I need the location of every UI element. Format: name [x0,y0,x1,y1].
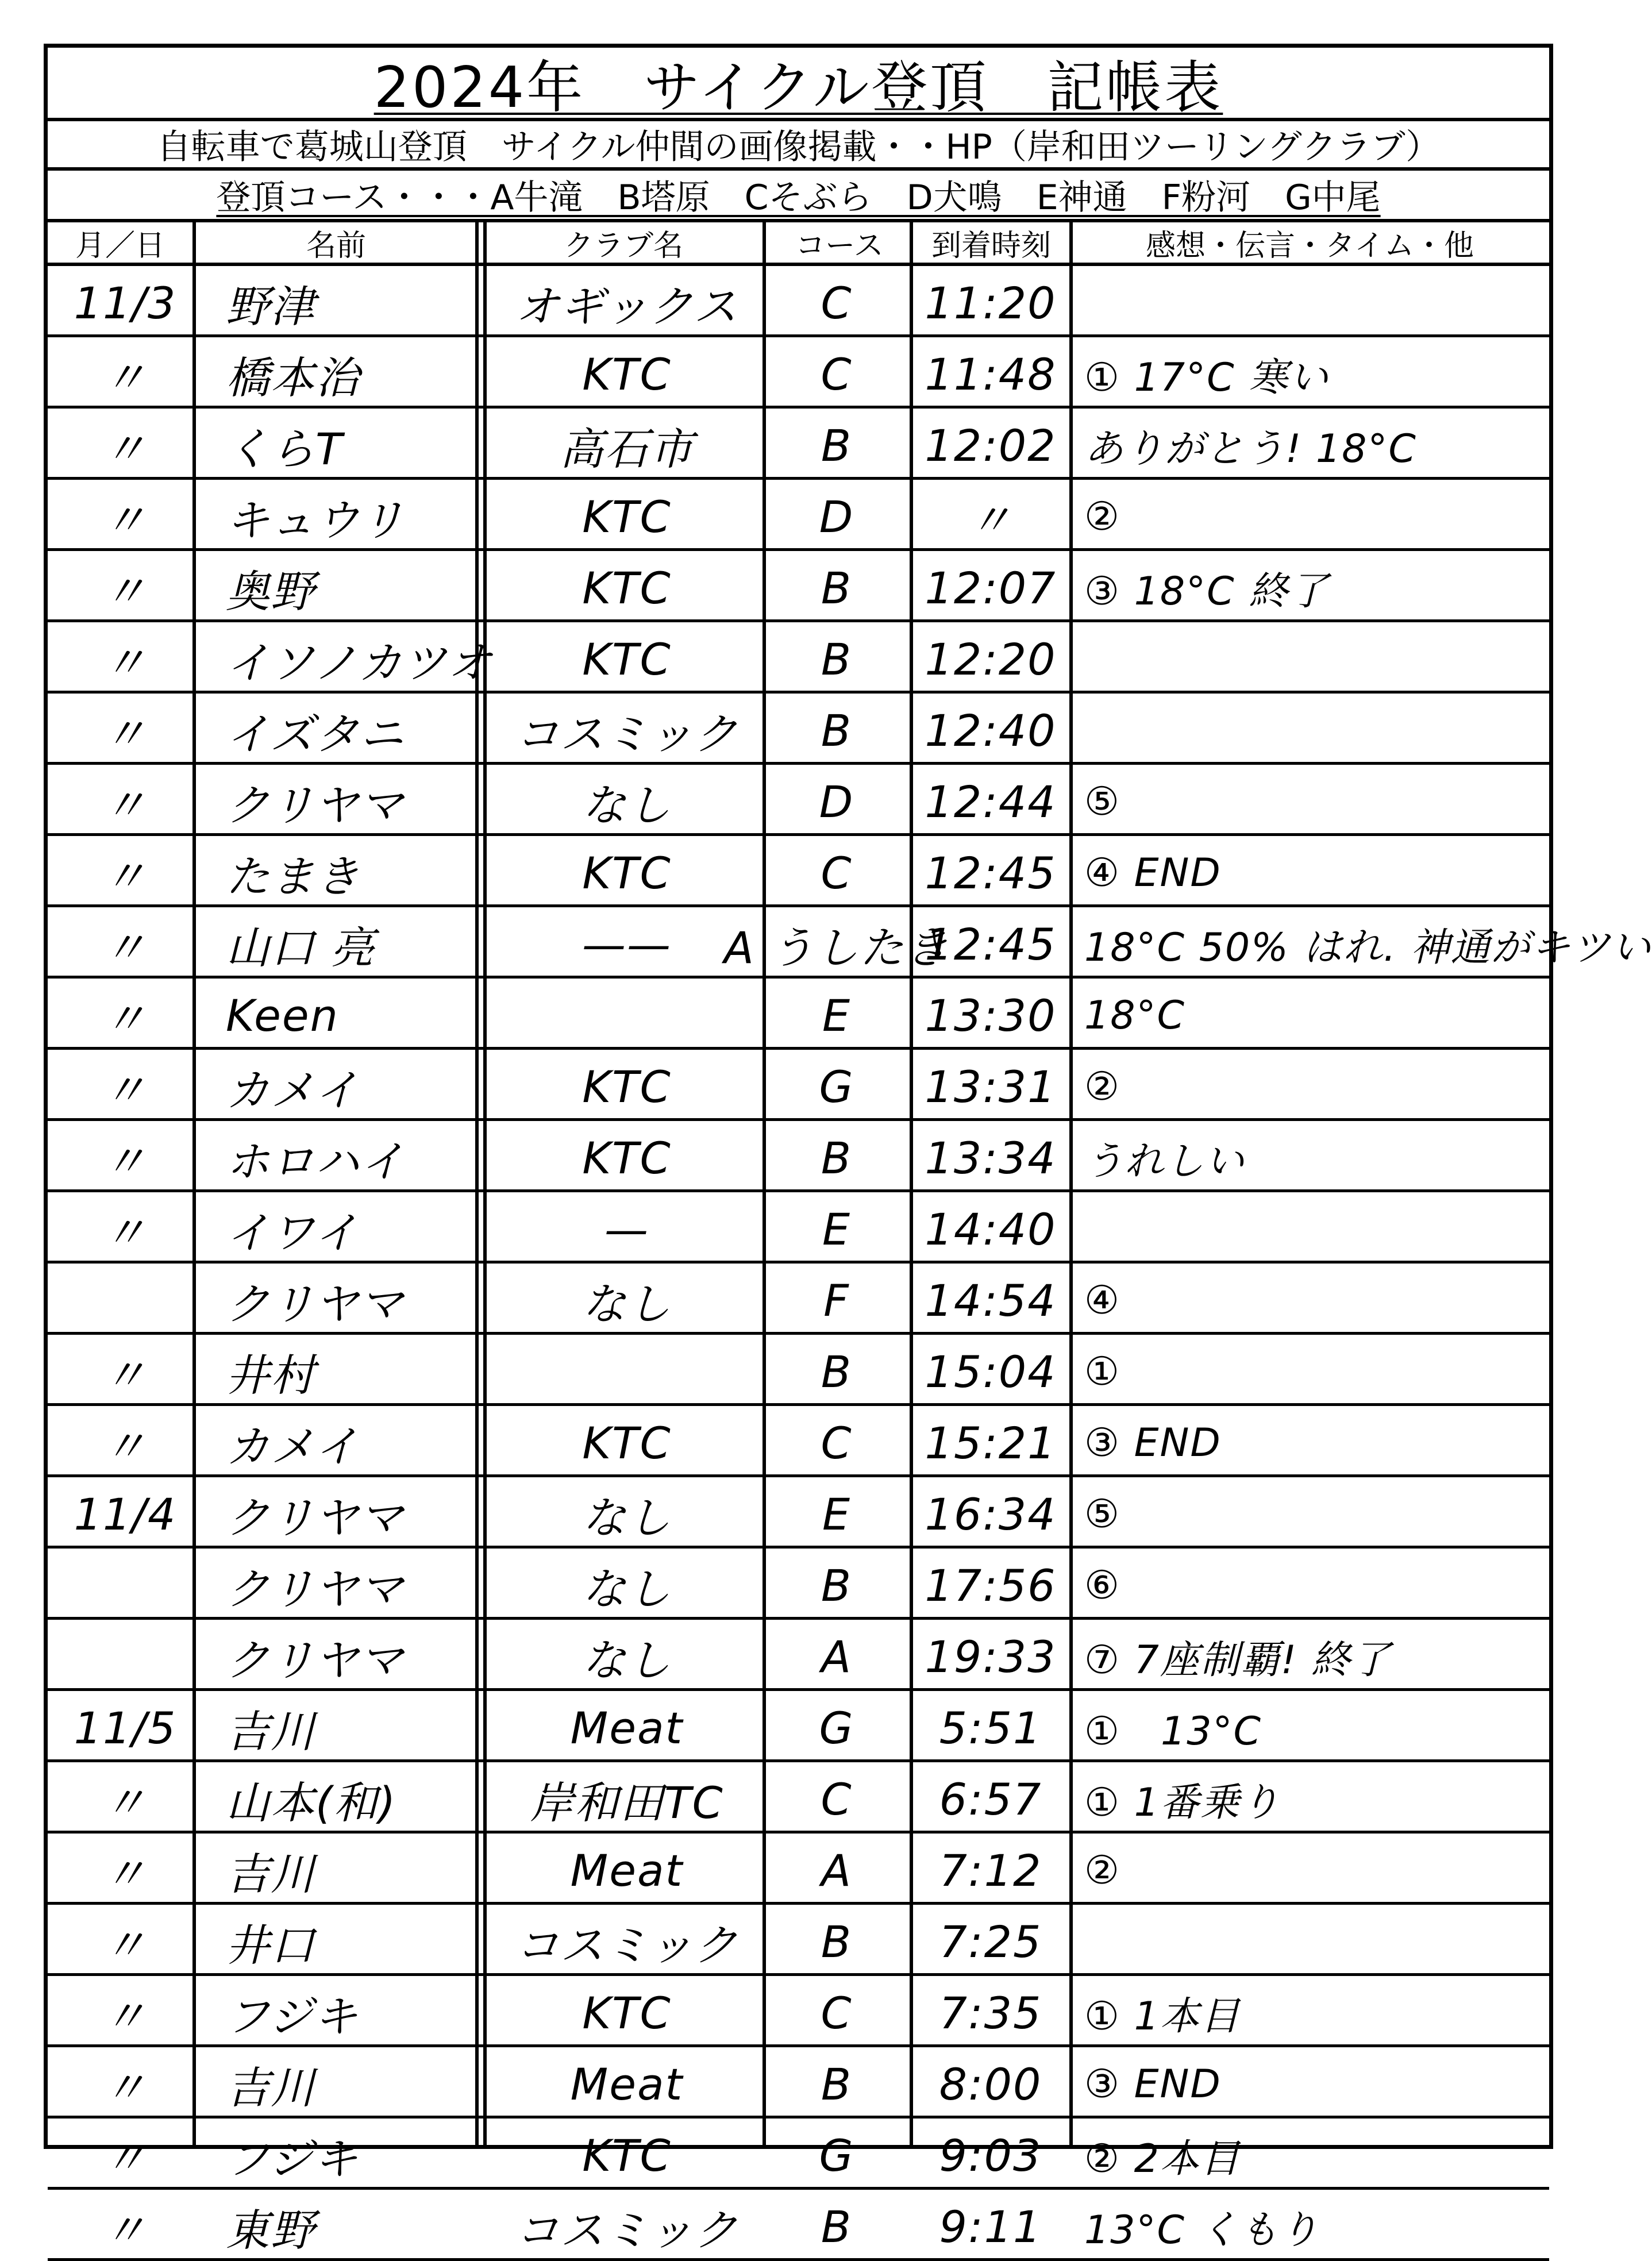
cell-course: C [821,847,853,899]
cell-note: ⑤ [1084,1491,1120,1537]
cell-name: たまき [226,850,360,902]
cell-club: なし [582,779,672,831]
cell-date: 〃 [103,352,148,403]
cell-note: ⑦ 7座制覇! 終了 [1084,1637,1392,1683]
cell-note: 18°C [1084,992,1186,1038]
cell-note: ② [1084,494,1120,540]
cell-course: C [821,348,853,400]
cell-name: フジキ [226,1990,359,2042]
cell-name: 橋本治 [226,352,360,403]
cell-name: 吉川 [226,1848,315,1900]
cell-time: 9:11 [939,2201,1042,2252]
cell-time: 12:20 [925,633,1057,685]
cell-club: なし [582,1278,672,1330]
table-row [48,1192,1549,1264]
cell-time: 15:04 [925,1346,1057,1397]
cell-note: ① 1番乗り [1084,1779,1281,1825]
cell-time: 12:02 [925,419,1057,471]
cell-note [1077,1197,1549,1261]
table-header [48,222,1549,266]
cell-note: ② [1084,1064,1120,1110]
column-header-note: 感想・伝言・タイム・他 [1146,228,1474,263]
cell-club: KTC [582,348,672,400]
table-row [48,1406,1549,1477]
cell-time: 6:57 [939,1773,1042,1825]
cell-course: C [821,277,853,329]
table-row [48,1691,1549,1762]
cell-course: B [821,633,853,685]
cell-name: 東野 [226,2204,315,2256]
cell-course: B [821,1132,853,1184]
cell-date [53,1553,197,1617]
cell-name: フジキ [226,2133,359,2185]
cell-date: 〃 [103,2133,148,2185]
cell-club [495,1339,759,1404]
cell-name: クリヤマ [226,1634,405,1686]
cell-name: Keen [226,989,339,1041]
cell-club: コスミック [515,1919,739,1971]
cell-club: KTC [582,847,672,899]
cell-note: ありがとう! 18°C [1084,426,1417,472]
cell-club [495,983,759,1047]
cell-name: 山口 亮 [226,922,376,973]
cell-name: カメイ [226,1420,360,1472]
cell-club: KTC [582,491,672,542]
cell-club: KTC [582,1987,672,2039]
cell-club: Meat [570,1844,684,1896]
cell-date: 〃 [103,1777,148,1828]
cell-date: 〃 [103,1207,148,1258]
cell-date: 〃 [103,1064,148,1116]
cell-date: 〃 [103,779,148,831]
cell-club: Meat [570,1702,684,1754]
cell-club: コスミック [515,708,739,760]
table-row [48,1549,1549,1620]
cell-note: ③ END [1084,1420,1222,1466]
cell-course: D [819,776,854,827]
cell-name: カメイ [226,1064,360,1116]
cell-course: C [821,1773,853,1825]
table-row [48,1121,1549,1192]
cell-note [1077,271,1549,335]
cell-course: A [821,1631,852,1682]
cell-name: 野津 [226,280,315,332]
cell-course: A うしたき [723,922,950,973]
title-text: 2024年 サイクル登頂 記帳表 [373,55,1223,121]
table-row [48,694,1549,765]
table-body [48,266,1652,2261]
cell-note: ④ [1084,1277,1120,1323]
cell-course: B [821,704,853,756]
cell-note: ④ END [1084,850,1222,896]
cell-club: — [604,1203,649,1255]
table-row [48,1335,1549,1406]
cell-course: D [819,491,854,542]
cell-name: 奥野 [226,565,315,617]
cell-name: イソノカツオ [226,637,493,688]
cell-name: 井村 [226,1349,315,1401]
table-row [48,266,1549,337]
table-row [48,337,1549,409]
cell-date: 〃 [103,708,148,760]
cell-name: クリヤマ [226,1563,405,1615]
cell-club: なし [582,1492,672,1543]
cell-course: B [821,1346,853,1397]
page-title [48,48,1549,121]
cell-course: E [822,1488,852,1540]
cell-date: 〃 [103,922,148,973]
cell-club: オギックス [515,280,738,332]
cell-club: なし [582,1634,672,1686]
table-row [48,1762,1549,1834]
table-row [48,836,1549,907]
cell-club: KTC [582,562,672,614]
cell-note: 13°C くもり [1084,2207,1320,2253]
cell-date: 11/4 [74,1488,177,1540]
cell-time: 7:25 [939,1916,1042,1967]
log-sheet [44,44,1652,2256]
cell-note: ① 13°C [1084,1708,1262,1754]
cell-date: 〃 [103,993,148,1045]
cell-date: 11/3 [74,277,177,329]
cell-date: 〃 [103,1135,148,1187]
cell-note: うれしい [1084,1138,1246,1184]
cell-course: C [821,1987,853,2039]
cell-date: 〃 [103,850,148,902]
cell-note: ⑥ [1084,1562,1120,1608]
course-legend [48,171,1549,222]
cell-name: キュウリ [226,494,405,546]
cell-course: B [821,2058,853,2110]
cell-time: 13:30 [925,989,1057,1041]
cell-time: 17:56 [925,1559,1057,1611]
cell-note: 18°C 50% はれ. 神通がキツい [1084,925,1652,970]
cell-date [53,1624,197,1689]
cell-club: 高石市 [560,423,694,475]
table-row [48,409,1549,480]
cell-course: A [821,1844,852,1896]
cell-date: 〃 [103,1990,148,2042]
cell-note: ① [1084,1349,1120,1395]
cell-name: ホロハイ [226,1135,405,1187]
cell-date: 〃 [103,1349,148,1401]
cell-course: F [823,1274,850,1326]
cell-time: 11:20 [925,277,1057,329]
cell-club: KTC [582,1132,672,1184]
cell-date: 〃 [103,1420,148,1472]
cell-course: E [822,1203,852,1255]
cell-time: 12:07 [925,562,1057,614]
table-row [48,765,1549,836]
table-row [48,2119,1549,2190]
table-row [48,480,1549,551]
cell-time: 9:03 [939,2129,1042,2181]
table-row [48,1620,1549,1691]
cell-time: 12:44 [925,776,1057,827]
cell-club: KTC [582,1061,672,1112]
cell-note: ② [1084,1847,1120,1893]
cell-note [1077,627,1549,691]
cell-note [1077,1909,1549,1974]
cell-time: 11:48 [925,348,1057,400]
table-row [48,1050,1549,1121]
cell-time: 12:40 [925,704,1057,756]
cell-time: 8:00 [939,2058,1042,2110]
cell-course: G [819,1702,854,1754]
cell-club: —— [582,918,672,970]
cell-name: イズタニ [226,708,405,760]
cell-club: KTC [582,1417,672,1469]
cell-course: B [821,419,853,471]
cell-time: 13:31 [925,1061,1057,1112]
cell-name: 山本(和) [226,1777,397,1828]
table-row [48,622,1549,694]
subtitle-text: 自転車で葛城山登頂 サイクル仲間の画像掲載・・HP（岸和田ツーリングクラブ） [156,127,1441,167]
cell-note: ③ END [1084,2061,1222,2107]
cell-note: ① 1本目 [1084,1993,1241,2039]
column-header-time: 到着時刻 [931,228,1051,263]
column-header-date: 月／日 [75,228,165,263]
cell-course: C [821,1417,853,1469]
cell-course: B [821,1559,853,1611]
cell-time: 7:12 [939,1844,1042,1896]
cell-club: 岸和田TC [530,1777,724,1828]
cell-time: 14:54 [925,1274,1057,1326]
course-legend-text: 登頂コース・・・A牛滝 B塔原 Cそぶら D犬鳴 E神通 F粉河 G中尾 [216,178,1381,218]
table-row [48,1477,1549,1549]
cell-name: 井口 [226,1919,315,1971]
table-row [48,551,1549,622]
cell-club: なし [582,1563,672,1615]
subtitle [48,121,1549,171]
cell-name: くらT [226,423,344,475]
table-row [48,1264,1549,1335]
cell-course: B [821,2201,853,2252]
cell-course: G [819,2129,854,2181]
table-row [48,907,1652,979]
cell-name: 吉川 [226,1705,315,1757]
cell-time: 19:33 [925,1631,1057,1682]
cell-note [1077,698,1549,762]
cell-date: 〃 [103,423,148,475]
cell-course: B [821,1916,853,1967]
cell-time: 7:35 [939,1987,1042,2039]
cell-date: 〃 [103,2204,148,2256]
cell-time: 14:40 [925,1203,1057,1255]
cell-date: 〃 [103,2062,148,2113]
cell-club: Meat [570,2058,684,2110]
cell-course: G [819,1061,854,1112]
table-row [48,2190,1549,2261]
cell-date: 〃 [103,565,148,617]
cell-time: 12:45 [925,847,1057,899]
cell-date [53,1268,197,1332]
table-row [48,1976,1549,2047]
table-row [48,979,1549,1050]
cell-note: ① 17°C 寒い [1084,355,1330,400]
cell-date: 〃 [103,637,148,688]
cell-name: 吉川 [226,2062,315,2113]
table-row [48,1834,1549,1905]
cell-time: 13:34 [925,1132,1057,1184]
cell-club: KTC [582,2129,672,2181]
cell-date: 〃 [103,1919,148,1971]
cell-name: クリヤマ [226,1492,405,1543]
cell-time: 15:21 [925,1417,1057,1469]
table-row [48,1905,1549,1976]
cell-time: 5:51 [939,1702,1042,1754]
cell-course: B [821,562,853,614]
cell-time: 16:34 [925,1488,1057,1540]
column-header-course: コース [795,228,884,263]
cell-note: ③ 18°C 終了 [1084,568,1330,614]
cell-name: クリヤマ [226,779,405,831]
column-header-club: クラブ名 [563,228,683,263]
cell-date: 〃 [103,1848,148,1900]
column-header-name: 名前 [306,228,366,263]
cell-name: イワイ [226,1207,359,1258]
cell-club: KTC [582,633,672,685]
cell-time: 〃 [968,494,1013,546]
cell-note: ⑤ [1084,779,1120,825]
cell-club: コスミック [515,2204,739,2256]
cell-date: 〃 [103,494,148,546]
cell-name: クリヤマ [226,1278,405,1330]
cell-date: 11/5 [74,1702,177,1754]
table-row [48,2047,1549,2119]
cell-course: E [822,989,852,1041]
cell-time: 12:45 [925,918,1057,970]
cell-note: ② 2本目 [1084,2136,1241,2182]
